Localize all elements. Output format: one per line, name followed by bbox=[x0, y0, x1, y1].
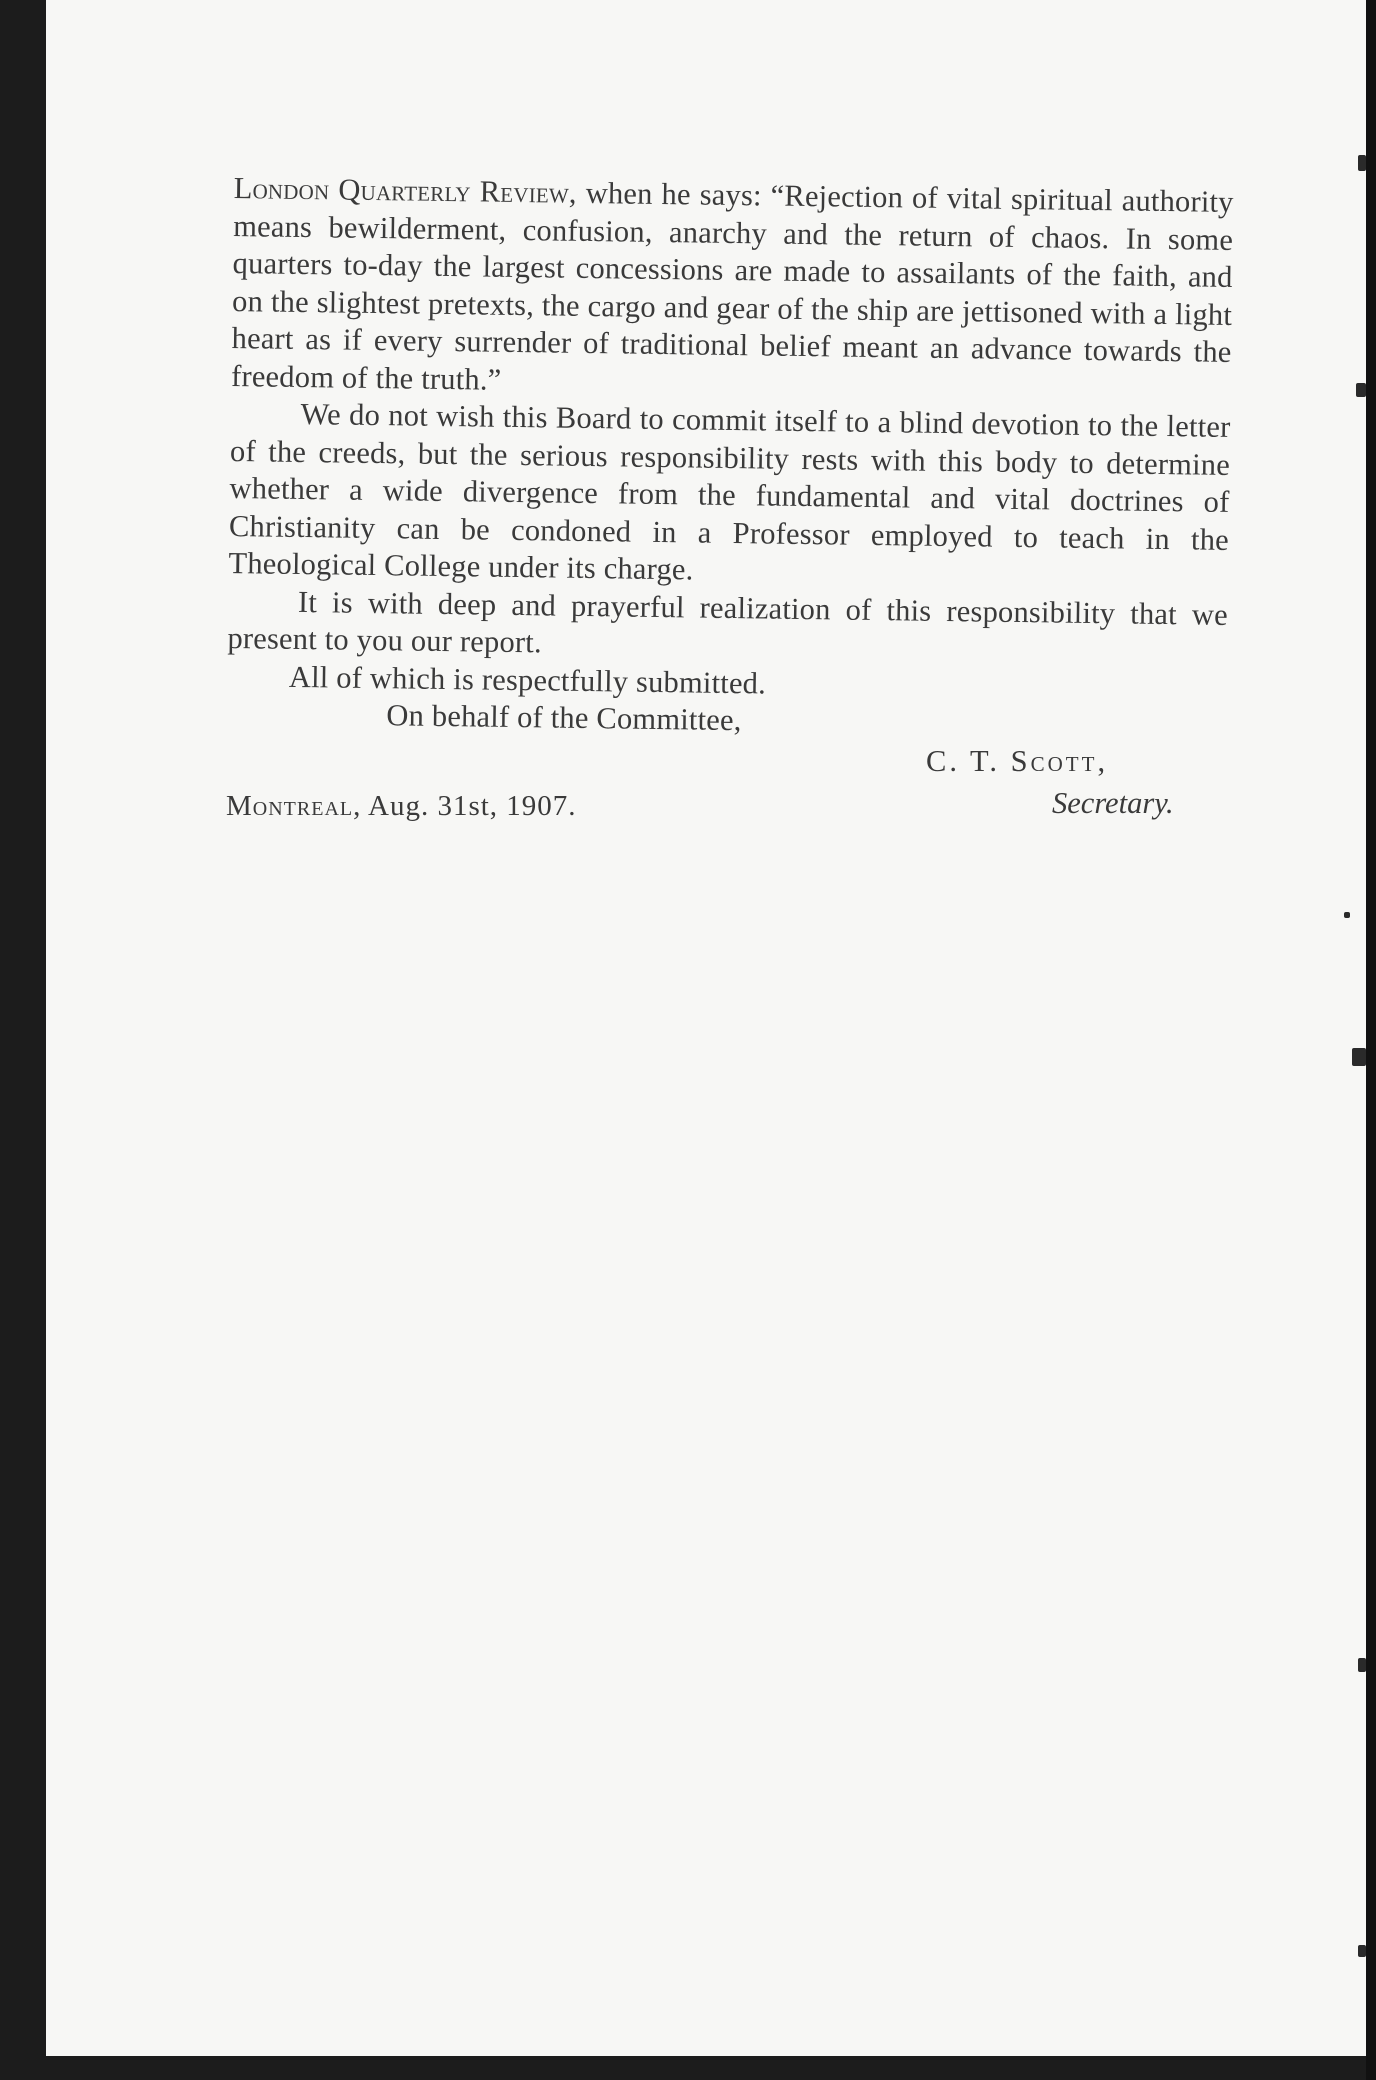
scan-edge bbox=[1366, 0, 1376, 2080]
scan-mark bbox=[1356, 383, 1366, 397]
place-date-line bbox=[226, 790, 577, 823]
scan-mark bbox=[1358, 155, 1366, 171]
closing-submitted: All of which is respectfully submitted. bbox=[288, 659, 767, 700]
source-title: London Quarterly Review bbox=[233, 170, 570, 210]
scan-mark bbox=[1352, 1048, 1366, 1066]
body-text bbox=[226, 170, 1234, 746]
signer-name: C. T. Scott, bbox=[926, 744, 1109, 778]
document-page bbox=[46, 0, 1366, 2056]
paragraph-quotation bbox=[231, 170, 1234, 409]
scan-mark bbox=[1358, 1945, 1366, 1957]
quotation-text: , when he says: “Rejection of vital spiritual authority means bewilderment, confusion, anarchy and the return of chaos. In some quarters to-day the largest concessions are made to assailants of the faith, and on the slightest pretexts, the cargo and gear of the ship are jettisoned with a light heart as if every surrender of traditional belief meant an advance towards the freedom of the truth.” bbox=[230, 175, 1234, 397]
place: Montreal bbox=[226, 790, 354, 822]
date: , Aug. 31st, 1907. bbox=[353, 790, 577, 822]
paragraph-report: It is with deep and prayerful realization of this responsibility that we present to you our report. bbox=[227, 584, 1229, 660]
signer-title: Secretary. bbox=[1052, 786, 1174, 820]
closing-behalf: On behalf of the Committee, bbox=[386, 698, 742, 738]
scan-mark bbox=[1344, 912, 1350, 918]
scan-mark bbox=[1358, 1658, 1366, 1672]
paragraph-responsibility: We do not wish this Board to commit itself to a blind devotion to the letter of the creeds, but the serious responsibility rests with this body to determine whether a wide divergence from the fundamental and vital doctrines of Christianity can be condoned in a Professor employed to teach in the Theological College under its charge. bbox=[228, 396, 1231, 587]
signature-block bbox=[926, 740, 1174, 824]
